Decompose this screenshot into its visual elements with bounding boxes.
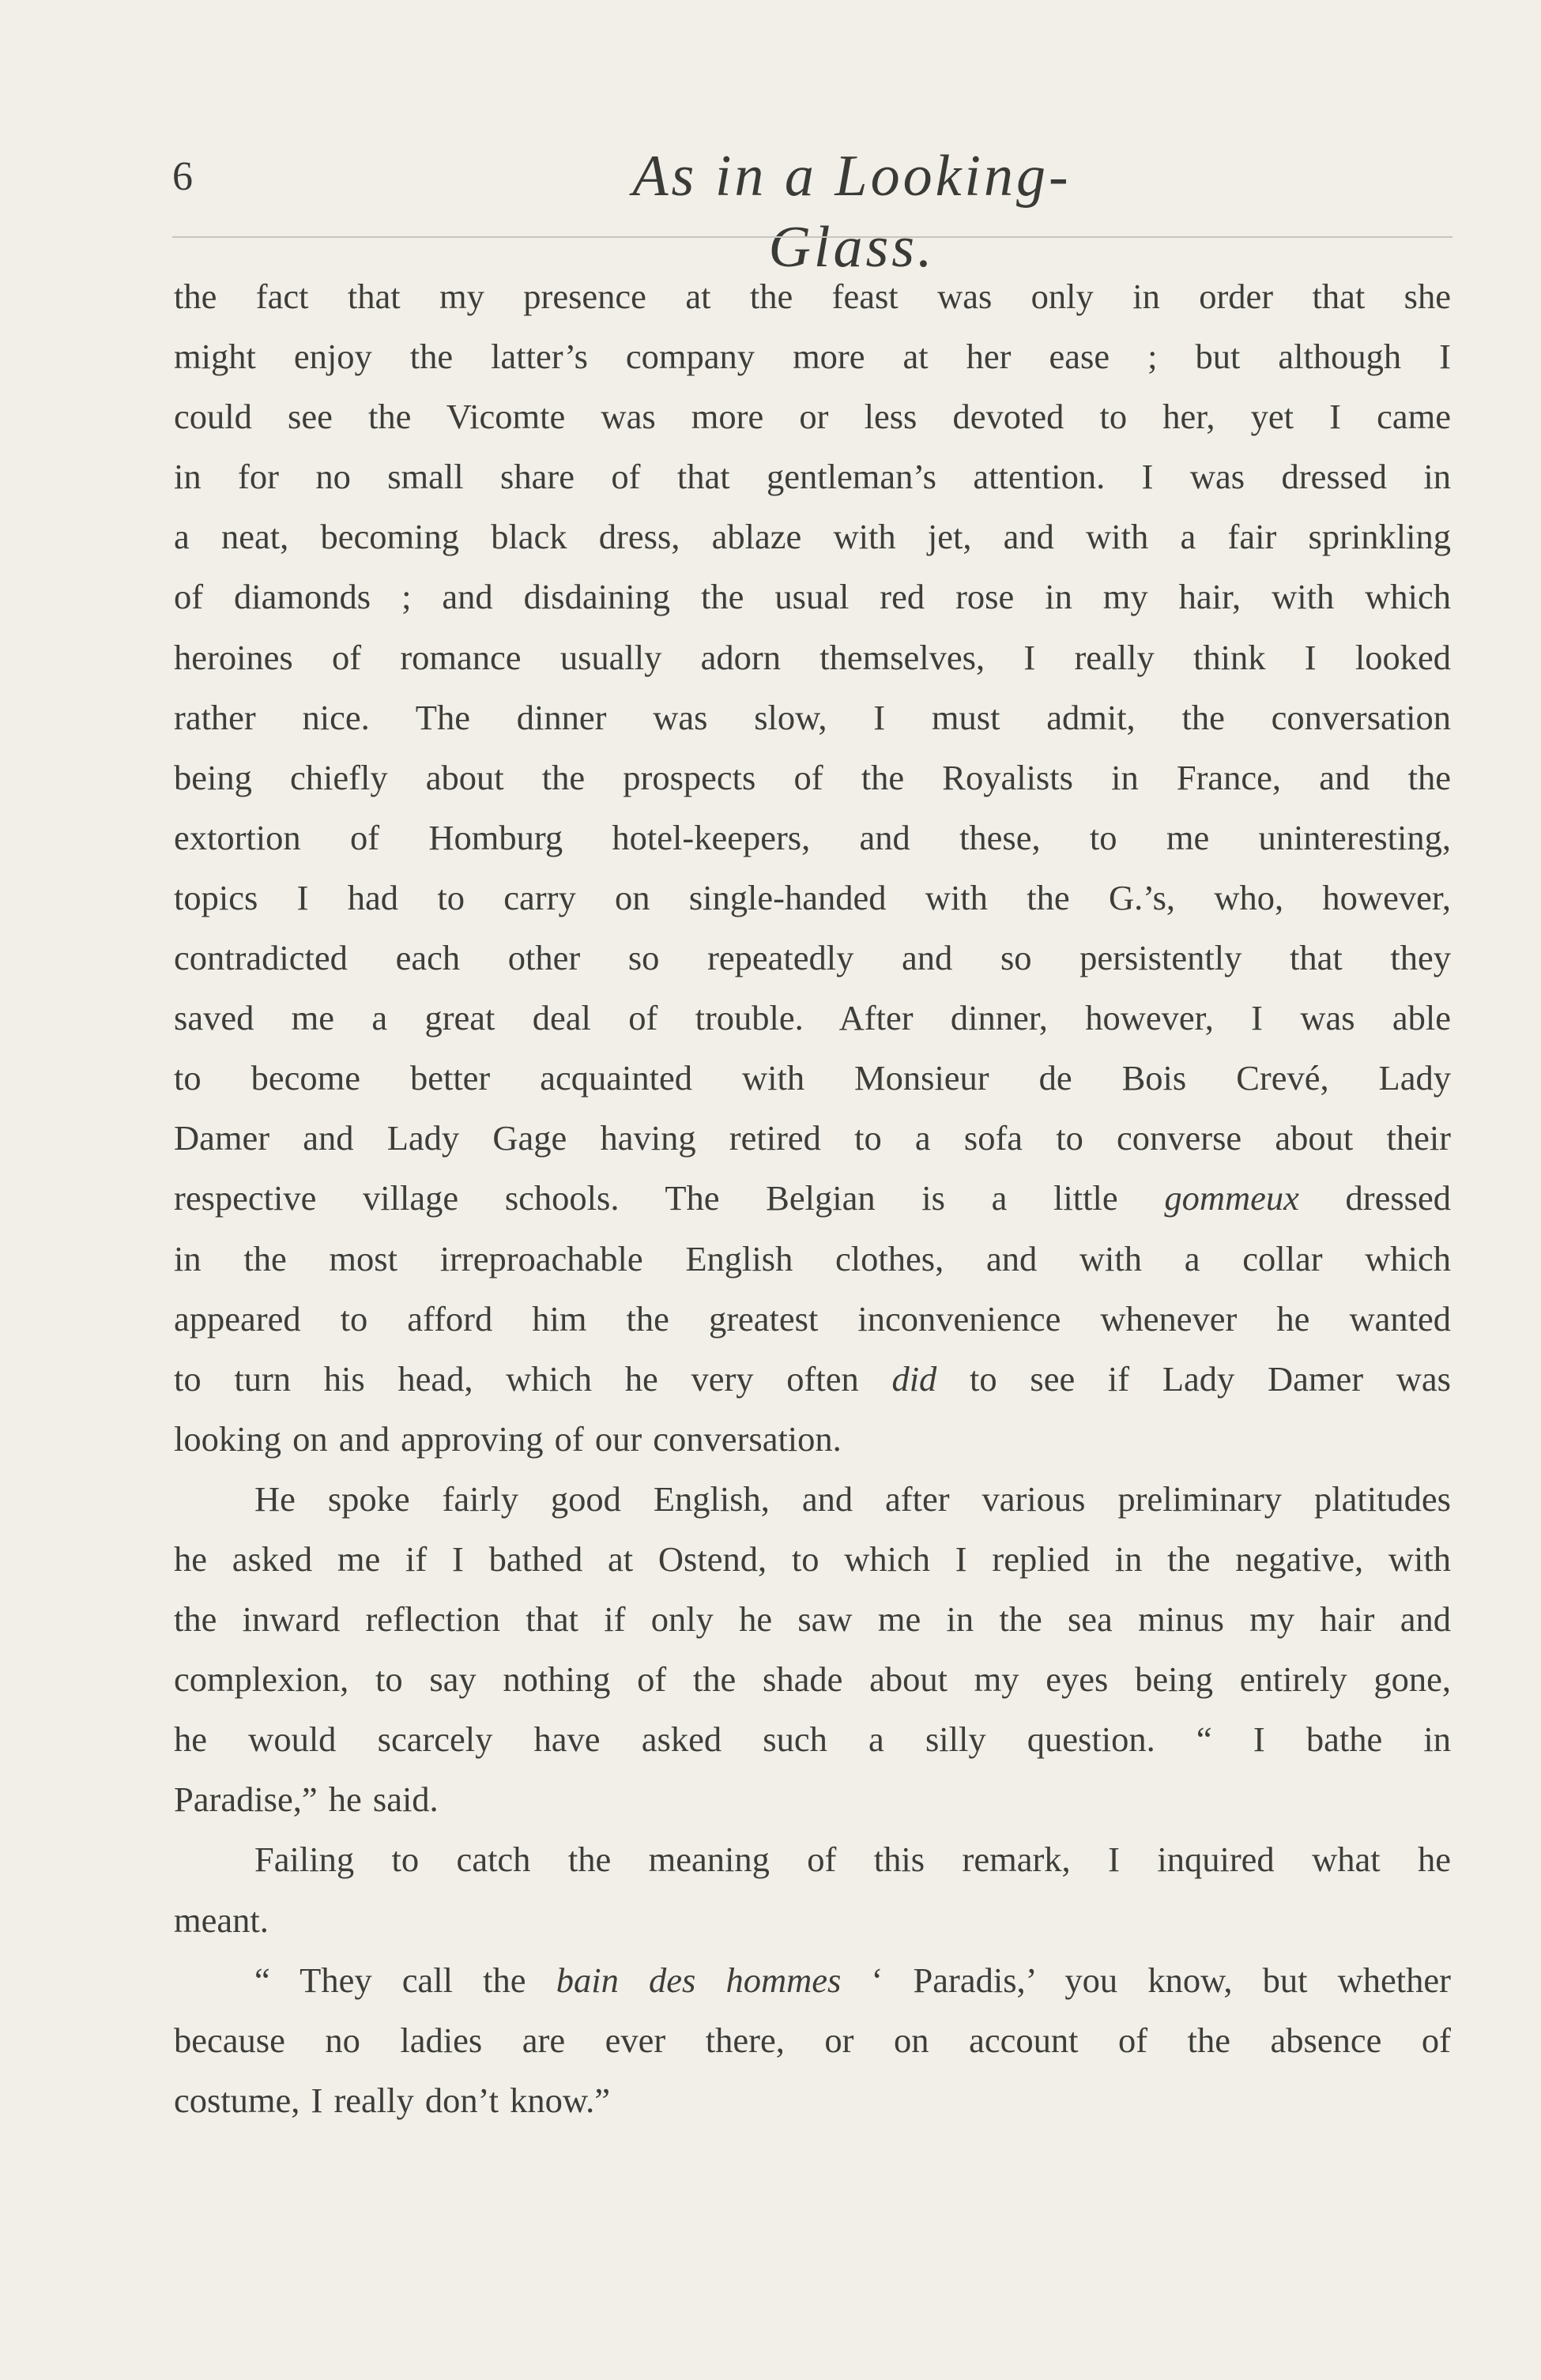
- text-line: [174, 507, 1451, 567]
- text-segment: meant.: [174, 1900, 269, 1940]
- text-segment: Paradise,” he said.: [174, 1779, 439, 1820]
- text-segment: the fact that my presence at the feast was only in order that she: [174, 277, 1451, 316]
- text-line: [174, 808, 1451, 868]
- running-head: [172, 141, 1452, 280]
- text-line: [174, 1649, 1451, 1709]
- text-segment: extortion of Homburg hotel-keepers, and these, to me uninteresting,: [174, 817, 1451, 857]
- text-line: [174, 326, 1451, 386]
- text-segment: contradicted each other so repeatedly and so persistently that they: [174, 938, 1451, 978]
- text-segment: Failing to catch the meaning of this remark, I inquired what he: [254, 1840, 1451, 1880]
- text-segment: being chiefly about the prospects of the Royalists in France, and the: [174, 757, 1451, 797]
- text-line: [174, 2010, 1451, 2070]
- text-segment: ‘ Paradis,’ you know, but whether: [841, 1960, 1451, 2000]
- text-segment: a neat, becoming black dress, ablaze with jet, and with a fair sprinkling: [174, 517, 1451, 557]
- text-segment: might enjoy the latter’s company more at her ease ; but although I: [174, 337, 1451, 377]
- text-segment: Damer and Lady Gage having retired to a sofa to converse about their: [174, 1118, 1451, 1158]
- text-segment: could see the Vicomte was more or less devoted to her, yet I came: [174, 397, 1451, 437]
- text-line: [174, 1108, 1451, 1168]
- text-line: [174, 988, 1451, 1048]
- text-segment: “ They call the: [254, 1960, 556, 2000]
- text-line: [174, 567, 1451, 627]
- text-line: [174, 1950, 1451, 2010]
- text-segment: complexion, to say nothing of the shade about my eyes being entirely gone,: [174, 1659, 1451, 1700]
- text-line: [174, 2070, 1451, 2130]
- italic-text: did: [891, 1358, 937, 1399]
- text-segment: in for no small share of that gentleman’s attention. I was dressed in: [174, 457, 1451, 497]
- text-segment: topics I had to carry on single-handed with the G.’s, who, however,: [174, 877, 1451, 917]
- italic-text: gommeux: [1164, 1178, 1299, 1218]
- text-segment: because no ladies are ever there, or on account of the absence of: [174, 2020, 1451, 2060]
- text-segment: the inward reflection that if only he saw me in the sea minus my hair and: [174, 1599, 1451, 1640]
- text-line: [174, 1589, 1451, 1649]
- text-segment: to become better acquainted with Monsieur de Bois Crevé, Lady: [174, 1058, 1451, 1098]
- text-segment: looking on and approving of our conversation.: [174, 1418, 842, 1459]
- text-line: [174, 1709, 1451, 1769]
- text-segment: to see if Lady Damer was: [936, 1358, 1451, 1399]
- text-line: [174, 266, 1451, 326]
- body-text: [174, 266, 1451, 2130]
- text-segment: in the most irreproachable English clothes, and with a collar which: [174, 1238, 1451, 1278]
- text-line: [174, 1289, 1451, 1349]
- text-line: [174, 1409, 1451, 1469]
- text-segment: saved me a great deal of trouble. After dinner, however, I was able: [174, 998, 1451, 1038]
- text-segment: heroines of romance usually adorn themselves, I really think I looked: [174, 637, 1451, 677]
- text-segment: He spoke fairly good English, and after various preliminary platitudes: [254, 1478, 1451, 1519]
- text-line: [174, 868, 1451, 928]
- text-line: [174, 1349, 1451, 1409]
- text-segment: appeared to afford him the greatest inconvenience whenever he wanted: [174, 1298, 1451, 1339]
- text-segment: to turn his head, which he very often: [174, 1358, 892, 1399]
- text-line: [174, 1168, 1451, 1228]
- text-line: [174, 748, 1451, 808]
- text-line: [174, 1469, 1451, 1529]
- header-rule: [172, 236, 1452, 238]
- text-line: [174, 386, 1451, 446]
- text-segment: he would scarcely have asked such a silly question. “ I bathe in: [174, 1719, 1451, 1760]
- text-line: [174, 1829, 1451, 1889]
- text-segment: of diamonds ; and disdaining the usual red rose in my hair, with which: [174, 577, 1451, 617]
- text-line: [174, 1529, 1451, 1589]
- text-line: [174, 1229, 1451, 1289]
- text-line: [174, 1048, 1451, 1108]
- text-segment: costume, I really don’t know.”: [174, 2080, 611, 2120]
- text-line: [174, 1769, 1451, 1829]
- running-title: As in a Looking-Glass.: [632, 144, 1072, 280]
- page-number: 6: [172, 154, 193, 199]
- text-segment: dressed: [1298, 1178, 1451, 1218]
- text-line: [174, 446, 1451, 507]
- text-line: [174, 627, 1451, 687]
- text-segment: rather nice. The dinner was slow, I must admit, the conversation: [174, 697, 1451, 737]
- text-line: [174, 1890, 1451, 1950]
- italic-text: bain des hommes: [556, 1960, 842, 2000]
- text-line: [174, 928, 1451, 988]
- text-segment: respective village schools. The Belgian is a little: [174, 1178, 1165, 1218]
- text-line: [174, 687, 1451, 748]
- text-segment: he asked me if I bathed at Ostend, to which I replied in the negative, with: [174, 1538, 1451, 1579]
